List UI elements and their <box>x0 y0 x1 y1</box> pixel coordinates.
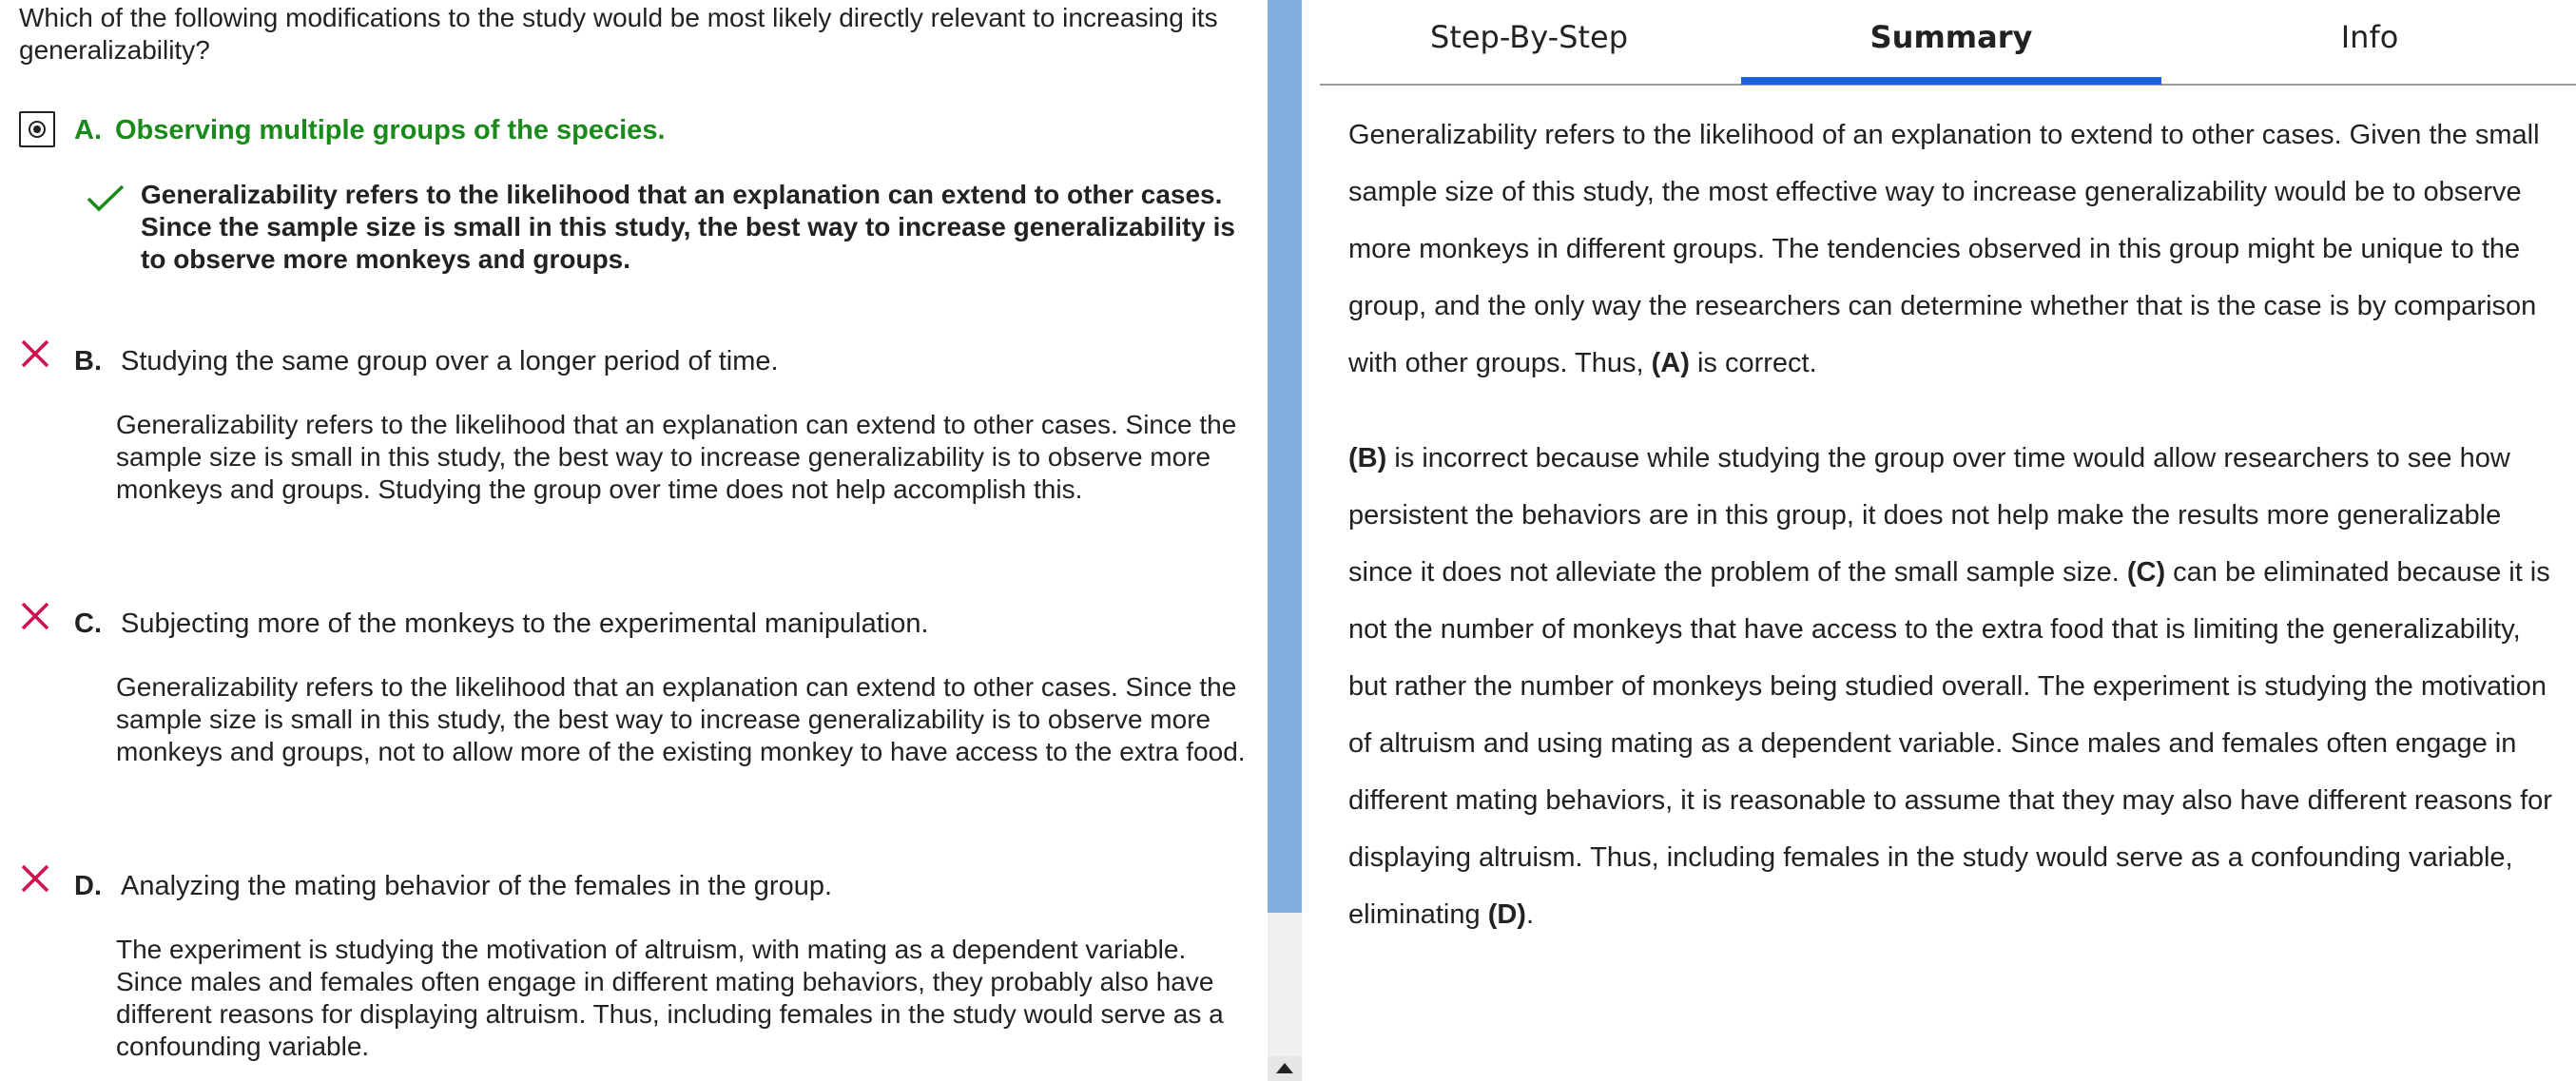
choice-d-letter: D. <box>74 870 102 901</box>
choice-b-explanation: Generalizability refers to the likelihood that an explanation can extend to other cases. Since the sample size is small in this study, the best way to increase generalizability is to observe more monkeys and groups. Studying the group over time does not help accomplish this. <box>116 410 1237 504</box>
answer-ref-c: (C) <box>2126 557 2166 588</box>
tab-bar <box>1320 0 2576 86</box>
choice-a-radio[interactable] <box>19 111 55 147</box>
checkmark-icon <box>86 183 126 214</box>
tab-info[interactable]: Info <box>2340 19 2399 55</box>
scrollbar-thumb[interactable] <box>1268 0 1302 913</box>
tab-summary[interactable]: Summary <box>1869 19 2033 55</box>
answer-ref-b: (B) <box>1348 443 1387 473</box>
answer-ref-a: (A) <box>1651 348 1690 378</box>
choice-c-explanation: Generalizability refers to the likelihood that an explanation can extend to other cases. Since the sample size is small in this study, the best way to increase generalizability is to observe more monkeys and groups, not to allow more of the existing monkey to have access to the extra food. <box>116 672 1246 766</box>
choice-c-text: Subjecting more of the monkeys to the experimental manipulation. <box>121 608 929 639</box>
summary-paragraph-2: (B) is incorrect because while studying the group over time would allow researchers to see how persistent the behaviors are in this group, it does not help make the results more generalizable since it does not alleviate the problem of the small sample size. (C) can be eliminated because it is not the number of monkeys that have access to the extra food that is limiting the generalizability, but rather the number of monkeys being studied overall. The experiment is studying the motivation of altruism and using mating as a dependent variable. Since males and females often engage in different mating behaviors, it is reasonable to assume that they may also have different reasons for displaying altruism. Thus, including females in the study would serve as a confounding variable, eliminating (D). <box>1348 443 2552 930</box>
question-pane <box>0 0 1268 1081</box>
choice-b-letter: B. <box>74 345 102 376</box>
choice-b[interactable] <box>74 343 779 379</box>
choice-a-letter: A. <box>74 114 102 145</box>
summary-paragraph-1: Generalizability refers to the likelihood of an explanation to extend to other cases. Given the small sample size of this study, the most effective way to increase generalizability would be to observe more monkeys in different groups. The tendencies observed in this group might be unique to the group, and the only way the researchers can determine whether that is the case is by comparison with other groups. Thus, (A) is correct. <box>1348 120 2540 378</box>
choice-c-letter: C. <box>74 608 102 639</box>
choice-a-explanation: Generalizability refers to the likelihood that an explanation can extend to other cases. Since the sample size is small in this study, the best way to increase generalizability is to observe more monkeys and groups. <box>141 180 1236 274</box>
x-mark-icon <box>20 863 50 894</box>
vertical-scrollbar[interactable] <box>1268 0 1302 1081</box>
tab-step-by-step[interactable]: Step-By-Step <box>1430 19 1628 55</box>
choice-b-text: Studying the same group over a longer period of time. <box>121 345 779 376</box>
choice-d-text: Analyzing the mating behavior of the females in the group. <box>121 870 833 901</box>
explanation-pane <box>1320 0 2576 1081</box>
x-mark-icon <box>20 601 50 631</box>
x-mark-icon <box>20 338 50 369</box>
active-tab-indicator <box>1741 77 2161 85</box>
choice-d-explanation: The experiment is studying the motivation of altruism, with mating as a dependent variable. Since males and females often engage in different mating behaviors, they probably also have different reasons for displaying altruism. Thus, including females in the study would serve as a confounding variable. <box>116 935 1224 1061</box>
choice-a-text: Observing multiple groups of the species. <box>115 114 666 145</box>
summary-content <box>1348 106 2566 981</box>
choice-c[interactable] <box>74 606 929 642</box>
choice-d[interactable] <box>74 868 832 904</box>
choice-a[interactable] <box>74 112 666 148</box>
answer-ref-d: (D) <box>1487 899 1526 930</box>
arrow-up-icon[interactable] <box>1268 1056 1302 1081</box>
question-text: Which of the following modifications to the study would be most likely directly relevant to increasing its generalizability? <box>19 3 1218 65</box>
